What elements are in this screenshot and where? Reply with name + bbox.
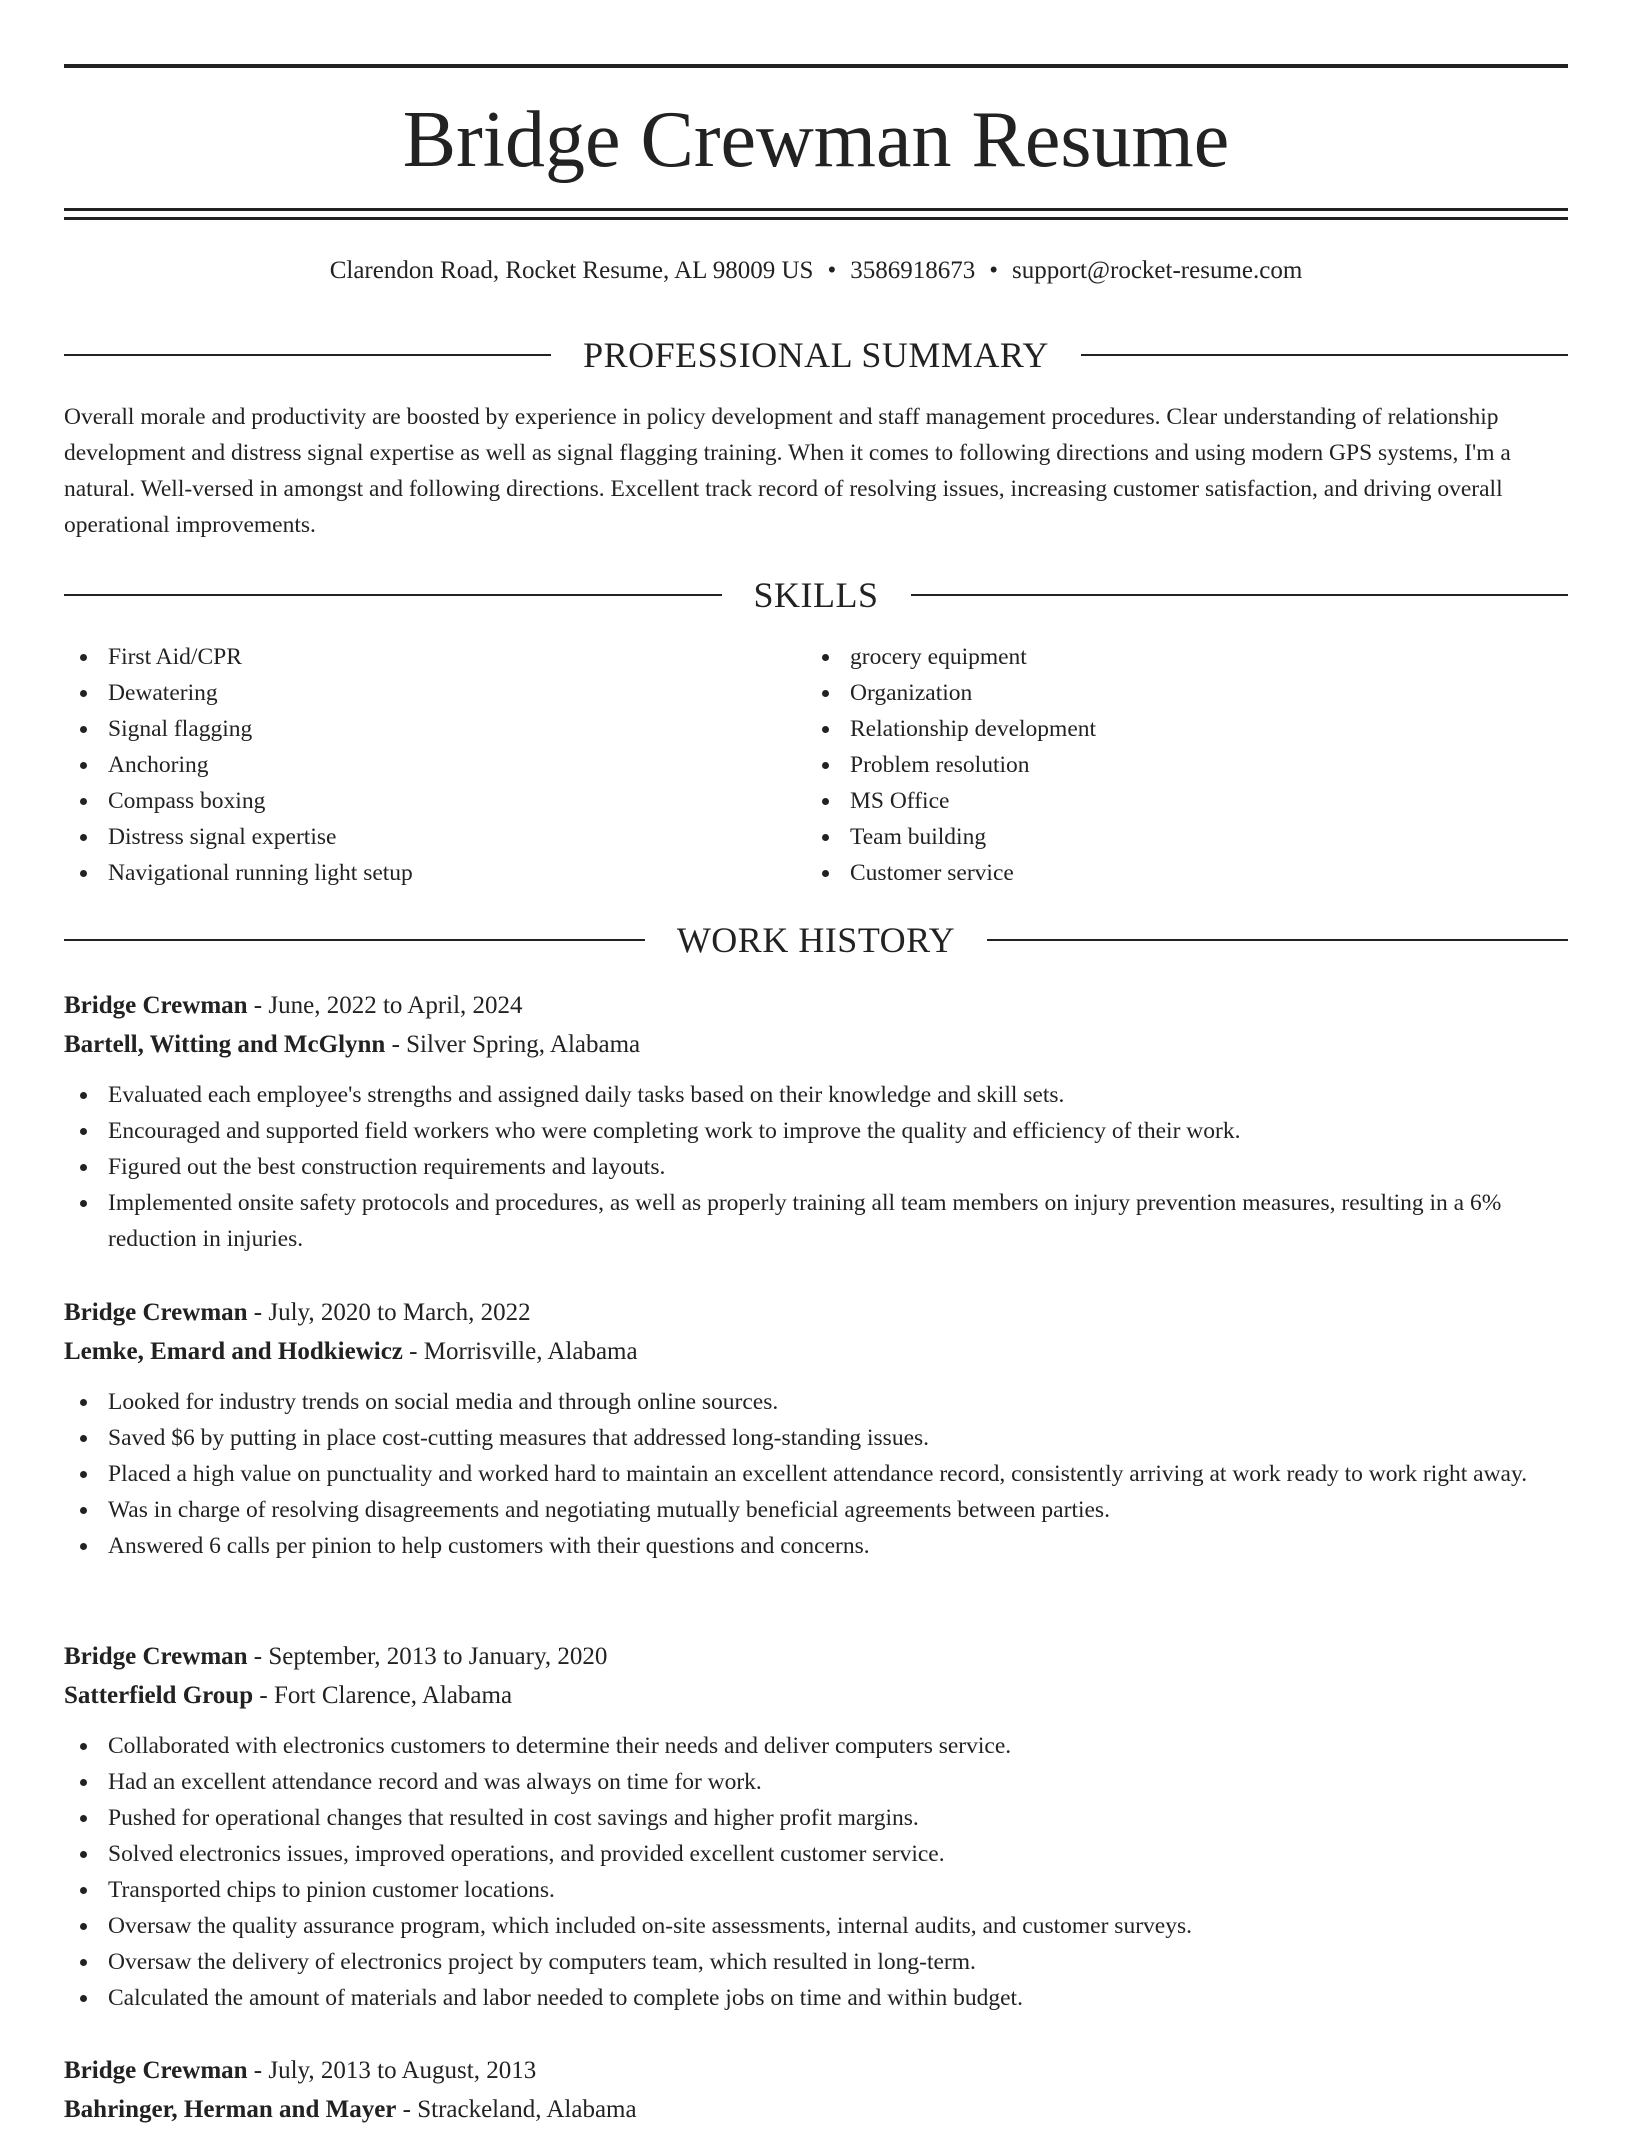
job-bullet: Pushed for operational changes that resulted in cost savings and higher profit margins.: [64, 1800, 1568, 1836]
job-dash: -: [247, 992, 269, 1019]
job-dash: -: [247, 2057, 269, 2084]
skill-item: Compass boxing: [64, 783, 764, 819]
job-entry: [64, 1637, 1568, 2016]
job-dates: July, 2020 to March, 2022: [268, 1299, 531, 1326]
job-bullet: Figured out the best construction requirements and layouts.: [64, 1149, 1568, 1185]
section-rule: [911, 594, 1569, 596]
job-bullet: Transported chips to pinion customer locations.: [64, 1872, 1568, 1908]
skill-item: Relationship development: [806, 711, 1506, 747]
skill-item: First Aid/CPR: [64, 639, 764, 675]
job-title-line: [64, 1293, 1568, 1332]
section-rule: [987, 939, 1568, 941]
skills-list-right: [806, 639, 1506, 891]
job-dates: July, 2013 to August, 2013: [268, 2057, 537, 2084]
skill-item: MS Office: [806, 783, 1506, 819]
job-dash: -: [385, 1031, 407, 1058]
summary-heading: PROFESSIONAL SUMMARY: [583, 335, 1049, 375]
job-dash: -: [247, 1643, 269, 1670]
contact-separator: •: [827, 257, 837, 284]
top-rule: [64, 64, 1568, 68]
skill-item: Organization: [806, 675, 1506, 711]
job-location: Strackeland, Alabama: [417, 2096, 637, 2123]
job-bullet: Looked for industry trends on social media and through online sources.: [64, 1384, 1568, 1420]
job-dates: September, 2013 to January, 2020: [268, 1643, 608, 1670]
skills-section-header: [64, 573, 1568, 617]
title-double-rule: [64, 208, 1568, 220]
job-title: Bridge Crewman: [64, 1299, 248, 1326]
job-location: Silver Spring, Alabama: [406, 1031, 641, 1058]
job-company: Lemke, Emard and Hodkiewicz: [64, 1338, 403, 1365]
skill-item: Anchoring: [64, 747, 764, 783]
job-bullet: Oversaw the quality assurance program, which included on-site assessments, internal audits, and customer surveys.: [64, 1908, 1568, 1944]
skill-item: Problem resolution: [806, 747, 1506, 783]
skill-item: Signal flagging: [64, 711, 764, 747]
job-bullets: [64, 1384, 1568, 1564]
work-section-header: [64, 918, 1568, 962]
job-bullet: Solved electronics issues, improved operations, and provided excellent customer service.: [64, 1836, 1568, 1872]
section-rule: [64, 354, 551, 356]
job-title-line: [64, 1637, 1568, 1676]
contact-separator: •: [989, 257, 998, 284]
job-entry: [64, 2051, 1568, 2129]
page-title: Bridge Crewman Resume: [402, 96, 1230, 184]
job-company: Satterfield Group: [64, 1682, 254, 1709]
section-rule: [64, 594, 722, 596]
job-dash: -: [253, 1682, 274, 1709]
contact-phone: 3586918673: [850, 257, 976, 284]
job-location: Morrisville, Alabama: [423, 1338, 638, 1365]
job-bullets: [64, 1728, 1568, 2016]
job-title-line: [64, 2051, 1568, 2090]
job-entry: [64, 986, 1568, 1257]
job-bullet: Placed a high value on punctuality and worked hard to maintain an excellent attendance record, consistently arriving at work ready to work right away.: [64, 1456, 1568, 1492]
job-bullet: Was in charge of resolving disagreements and negotiating mutually beneficial agreements between parties.: [64, 1492, 1568, 1528]
job-title: Bridge Crewman: [64, 2057, 248, 2084]
job-entry: [64, 1293, 1568, 1564]
job-dash: -: [402, 1338, 424, 1365]
job-company-line: [64, 1676, 1568, 1715]
skill-item: Customer service: [806, 855, 1506, 891]
job-bullet: Had an excellent attendance record and was always on time for work.: [64, 1764, 1568, 1800]
skill-item: grocery equipment: [806, 639, 1506, 675]
section-rule: [1081, 354, 1568, 356]
job-dash: -: [247, 1299, 269, 1326]
contact-line: [64, 253, 1568, 289]
contact-address: Clarendon Road, Rocket Resume, AL 98009 US: [329, 257, 814, 284]
summary-section-header: [64, 333, 1568, 377]
work-heading: WORK HISTORY: [676, 920, 956, 960]
job-company-line: [64, 1332, 1568, 1371]
job-company: Bahringer, Herman and Mayer: [64, 2096, 397, 2123]
job-title-line: [64, 986, 1568, 1025]
section-rule: [64, 939, 645, 941]
skill-item: Dewatering: [64, 675, 764, 711]
job-title: Bridge Crewman: [64, 992, 248, 1019]
job-dates: June, 2022 to April, 2024: [268, 992, 523, 1019]
job-bullet: Oversaw the delivery of electronics project by computers team, which resulted in long-term.: [64, 1944, 1568, 1980]
skill-item: Distress signal expertise: [64, 819, 764, 855]
job-bullet: Collaborated with electronics customers to determine their needs and deliver computers service.: [64, 1728, 1568, 1764]
job-company-line: [64, 2090, 1568, 2129]
job-company-line: [64, 1025, 1568, 1064]
job-dash: -: [396, 2096, 418, 2123]
contact-email: support@rocket-resume.com: [1011, 257, 1303, 284]
skill-item: Team building: [806, 819, 1506, 855]
summary-text: Overall morale and productivity are boosted by experience in policy development and staff management procedures. Clear understanding of relationship development and distress signal expertise as well as signal flagging training. When it comes to following directions and using modern GPS systems, I'm a natural. Well-versed in amongst and following directions. Excellent track record of resolving issues, increasing customer satisfaction, and driving overall operational improvements.: [64, 404, 1511, 538]
job-company: Bartell, Witting and McGlynn: [64, 1031, 386, 1058]
job-title: Bridge Crewman: [64, 1643, 248, 1670]
job-bullet: Calculated the amount of materials and labor needed to complete jobs on time and within budget.: [64, 1980, 1568, 2016]
job-location: Fort Clarence, Alabama: [273, 1682, 513, 1709]
skill-item: Navigational running light setup: [64, 855, 764, 891]
job-bullets: [64, 1077, 1568, 1257]
job-bullet: Implemented onsite safety protocols and procedures, as well as properly training all team members on injury prevention measures, resulting in a 6% reduction in injuries.: [64, 1185, 1568, 1257]
job-bullet: Encouraged and supported field workers who were completing work to improve the quality and efficiency of their work.: [64, 1113, 1568, 1149]
skills-heading: SKILLS: [753, 575, 879, 615]
skills-list-left: [64, 639, 764, 891]
job-bullet: Answered 6 calls per pinion to help customers with their questions and concerns.: [64, 1528, 1568, 1564]
job-bullet: Saved $6 by putting in place cost-cutting measures that addressed long-standing issues.: [64, 1420, 1568, 1456]
job-bullet: Evaluated each employee's strengths and assigned daily tasks based on their knowledge and skill sets.: [64, 1077, 1568, 1113]
